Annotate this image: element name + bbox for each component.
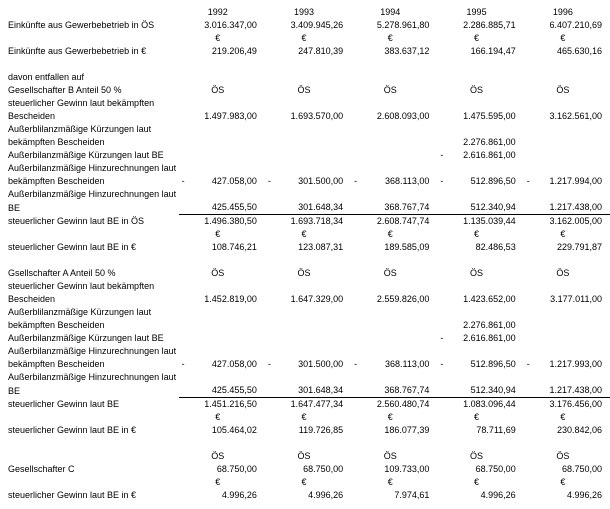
- cell-value: 2.616.861,00: [463, 333, 516, 343]
- value-cell: [437, 162, 523, 175]
- value-cell: [265, 149, 351, 162]
- value-cell: 186.077,39: [384, 425, 430, 435]
- value-cell: 68.750,00: [216, 464, 257, 474]
- value-cell: [265, 345, 351, 358]
- row-label: Bescheiden: [8, 294, 56, 304]
- value-cell: [351, 175, 437, 188]
- value-cell: [524, 58, 610, 71]
- value-cell: [351, 319, 437, 332]
- row-label: steuerlicher Gewinn laut BE in ÖS: [8, 216, 145, 226]
- row-label: bekämpften Bescheiden: [8, 137, 105, 147]
- value-cell: 465.630,16: [556, 46, 602, 56]
- value-cell: 3.409.945,26: [290, 20, 344, 30]
- table-row: [0, 332, 610, 345]
- negative-sign: -: [440, 333, 444, 343]
- value-cell: 68.750,00: [303, 464, 344, 474]
- spacer-row: [0, 254, 610, 267]
- table-row: [0, 371, 610, 384]
- unit-cell: €: [387, 229, 393, 239]
- table-row: [0, 201, 610, 215]
- value-cell: [351, 58, 437, 71]
- value-cell: [265, 358, 351, 371]
- row-label: Außerbilanzmäßige Kürzungen laut BE: [8, 150, 164, 160]
- row-label: [0, 437, 179, 450]
- value-cell: [437, 175, 523, 188]
- value-cell: [179, 280, 265, 293]
- value-cell: 229.791,87: [556, 242, 602, 252]
- row-label: davon entfallen auf: [8, 72, 85, 82]
- cell-value: 368.113,00: [385, 359, 430, 369]
- row-label: Gesellschafter C: [8, 464, 75, 474]
- value-cell: [524, 162, 610, 175]
- cell-value: 368.113,00: [385, 176, 430, 186]
- value-cell: 68.750,00: [475, 464, 516, 474]
- value-cell: [179, 345, 265, 358]
- unit-cell: €: [301, 477, 307, 487]
- value-cell: [179, 358, 265, 371]
- unit-cell: €: [387, 412, 393, 422]
- value-cell: [524, 123, 610, 136]
- value-cell: [179, 136, 265, 149]
- value-cell: 512.340,94: [437, 201, 523, 215]
- row-label: BE: [8, 385, 21, 396]
- row-label: Außerblilanzmäßige Kürzungen laut: [8, 307, 152, 317]
- table-row: [0, 241, 610, 254]
- year-header-row: [0, 6, 610, 19]
- value-cell: 166.194,47: [470, 46, 516, 56]
- value-cell: [265, 332, 351, 345]
- negative-sign: -: [181, 176, 185, 186]
- table-row: [0, 293, 610, 306]
- value-cell: [265, 437, 351, 450]
- value-cell: [265, 58, 351, 71]
- value-cell: [524, 280, 610, 293]
- value-cell: [351, 71, 437, 84]
- unit-cell: ÖS: [470, 451, 484, 461]
- unit-cell: €: [387, 33, 393, 43]
- value-cell: 1.647.329,00: [290, 294, 344, 304]
- value-cell: [351, 149, 437, 162]
- value-cell: [265, 97, 351, 110]
- value-cell: ÖS: [470, 85, 484, 95]
- value-cell: 123.087,31: [298, 242, 344, 252]
- value-cell: [179, 188, 265, 201]
- value-cell: [179, 319, 265, 332]
- row-label: [0, 450, 179, 463]
- value-cell: ÖS: [211, 268, 225, 278]
- table-row: [0, 345, 610, 358]
- value-cell: 7.974,61: [394, 490, 430, 500]
- value-cell: 109.733,00: [384, 464, 430, 474]
- table-row: [0, 215, 610, 229]
- value-cell: 1.217.438,00: [524, 384, 610, 398]
- value-cell: 219.206,49: [211, 46, 257, 56]
- row-label: BE: [8, 202, 21, 213]
- value-cell: [179, 332, 265, 345]
- unit-cell: €: [301, 229, 307, 239]
- value-cell: [524, 254, 610, 267]
- value-cell: [179, 162, 265, 175]
- unit-row-euro: [0, 476, 610, 489]
- unit-cell: ÖS: [297, 451, 311, 461]
- row-label: Außerblilanzmäßige Kürzungen laut: [8, 124, 152, 134]
- row-label: [0, 32, 179, 45]
- value-cell: [179, 123, 265, 136]
- table-row: [0, 162, 610, 175]
- row-label: steuerlicher Gewinn laut BE in €: [8, 242, 137, 252]
- unit-cell: €: [301, 412, 307, 422]
- row-label: bekämpften Bescheiden: [8, 176, 105, 186]
- unit-cell: ÖS: [211, 451, 225, 461]
- value-cell: 301.648,34: [265, 201, 351, 215]
- value-cell: [265, 162, 351, 175]
- row-label: Einkünfte aus Gewerbebetrieb in €: [8, 46, 147, 56]
- negative-sign: -: [354, 176, 358, 186]
- value-cell: 301.648,34: [265, 384, 351, 398]
- value-cell: ÖS: [383, 85, 397, 95]
- value-cell: 68.750,00: [561, 464, 602, 474]
- value-cell: 119.726,85: [298, 425, 344, 435]
- spacer-row: [0, 437, 610, 450]
- unit-cell: €: [474, 229, 480, 239]
- value-cell: [437, 188, 523, 201]
- value-cell: ÖS: [556, 85, 570, 95]
- table-row: [0, 84, 610, 97]
- table-row: [0, 398, 610, 412]
- negative-sign: -: [267, 359, 271, 369]
- value-cell: [351, 97, 437, 110]
- unit-cell: 1995: [466, 7, 487, 17]
- value-cell: 82.486,53: [475, 242, 516, 252]
- value-cell: 2.560.480,74: [376, 399, 430, 409]
- value-cell: 3.176.456,00: [549, 399, 602, 409]
- value-cell: 78.711,69: [476, 425, 516, 435]
- value-cell: [265, 123, 351, 136]
- value-cell: 1.217.438,00: [524, 201, 610, 215]
- value-cell: 1.693.570,00: [290, 111, 344, 121]
- unit-cell: €: [215, 412, 221, 422]
- value-cell: [524, 97, 610, 110]
- value-cell: [179, 254, 265, 267]
- value-cell: 425.455,50: [179, 201, 265, 215]
- unit-cell: €: [474, 477, 480, 487]
- cell-value: 512.896,50: [470, 359, 516, 369]
- spacer-row: [0, 58, 610, 71]
- negative-sign: -: [440, 150, 444, 160]
- value-cell: [524, 358, 610, 371]
- unit-cell: €: [560, 33, 566, 43]
- value-cell: 2.608.093,00: [376, 111, 430, 121]
- value-cell: [265, 136, 351, 149]
- row-label: Gesellschafter B Anteil 50 %: [8, 85, 122, 95]
- value-cell: 247.810,39: [298, 46, 344, 56]
- value-cell: [524, 188, 610, 201]
- cell-value: 1.217.994,00: [549, 176, 602, 186]
- table-row: [0, 188, 610, 201]
- table-row: [0, 45, 610, 58]
- value-cell: [437, 149, 523, 162]
- value-cell: 2.559.826,00: [376, 294, 430, 304]
- cell-value: 427.058,00: [211, 359, 257, 369]
- value-cell: [524, 175, 610, 188]
- report-table: [0, 6, 610, 502]
- value-cell: ÖS: [556, 268, 570, 278]
- value-cell: 512.340,94: [437, 384, 523, 398]
- value-cell: [265, 280, 351, 293]
- value-cell: [437, 345, 523, 358]
- value-cell: 368.767,74: [351, 201, 437, 215]
- value-cell: 1.496.380,50: [204, 216, 257, 226]
- value-cell: [437, 97, 523, 110]
- unit-cell: ÖS: [383, 451, 397, 461]
- value-cell: [351, 306, 437, 319]
- value-cell: 3.162.561,00: [549, 111, 602, 121]
- cell-value: 301.500,00: [298, 359, 344, 369]
- value-cell: 2.276.861,00: [463, 137, 516, 147]
- row-label: steuerlicher Gewinn laut BE: [8, 399, 120, 409]
- value-cell: 2.276.861,00: [463, 320, 516, 330]
- row-label: Außerbilanzmäßige Kürzungen laut BE: [8, 333, 164, 343]
- value-cell: 3.177.011,00: [550, 294, 602, 304]
- value-cell: 1.135.039,44: [463, 216, 516, 226]
- value-cell: [437, 437, 523, 450]
- unit-cell: €: [215, 477, 221, 487]
- value-cell: [265, 175, 351, 188]
- value-cell: ÖS: [383, 268, 397, 278]
- table-row: [0, 175, 610, 188]
- negative-sign: -: [354, 359, 358, 369]
- table-row: [0, 19, 610, 32]
- unit-cell: €: [215, 33, 221, 43]
- table-row: [0, 424, 610, 437]
- row-label: steuerlicher Gewinn laut bekämpften: [8, 98, 155, 108]
- unit-cell: €: [560, 477, 566, 487]
- table-row: [0, 123, 610, 136]
- value-cell: 1.693.718,34: [290, 216, 344, 226]
- value-cell: 4.996,26: [480, 490, 516, 500]
- negative-sign: -: [440, 176, 444, 186]
- value-cell: [524, 371, 610, 384]
- unit-cell: 1993: [293, 7, 315, 17]
- table-row: [0, 358, 610, 371]
- value-cell: [351, 123, 437, 136]
- value-cell: 6.407.210,69: [549, 20, 602, 30]
- value-cell: 368.767,74: [351, 384, 437, 398]
- value-cell: 1.647.477,34: [290, 399, 344, 409]
- value-cell: 5.278.961,80: [376, 20, 430, 30]
- row-label: steuerlicher Gewinn laut BE in €: [8, 490, 137, 500]
- value-cell: [179, 306, 265, 319]
- value-cell: [179, 371, 265, 384]
- unit-cell: €: [474, 33, 480, 43]
- row-label: Einkünfte aus Gewerbebetrieb in ÖS: [8, 20, 155, 30]
- unit-row-euro: [0, 228, 610, 241]
- value-cell: [524, 71, 610, 84]
- unit-cell: 1996: [552, 7, 573, 17]
- value-cell: 425.455,50: [179, 384, 265, 398]
- value-cell: 1.423.652,00: [463, 294, 516, 304]
- unit-cell: €: [560, 412, 566, 422]
- value-cell: 3.016.347,00: [204, 20, 257, 30]
- row-label: Außerbilanzmäßige Hinzurechnungen laut: [8, 372, 177, 382]
- value-cell: [437, 71, 523, 84]
- table-row: [0, 384, 610, 398]
- row-label: steuerlicher Gewinn laut BE in €: [8, 425, 137, 435]
- table-row: [0, 489, 610, 502]
- row-label: Gsellschafter A Anteil 50 %: [8, 268, 116, 278]
- row-label: bekämpften Bescheiden: [8, 320, 105, 330]
- value-cell: [524, 437, 610, 450]
- value-cell: [179, 97, 265, 110]
- row-label: [0, 58, 179, 71]
- table-row: [0, 97, 610, 110]
- value-cell: [179, 175, 265, 188]
- value-cell: [524, 319, 610, 332]
- table-row: [0, 71, 610, 84]
- value-cell: 1.452.819,00: [204, 294, 257, 304]
- value-cell: [524, 332, 610, 345]
- table-row: [0, 463, 610, 476]
- table-row: [0, 136, 610, 149]
- unit-row-euro: [0, 411, 610, 424]
- value-cell: [524, 306, 610, 319]
- value-cell: [437, 58, 523, 71]
- value-cell: ÖS: [297, 268, 311, 278]
- unit-cell: €: [560, 229, 566, 239]
- value-cell: [437, 358, 523, 371]
- unit-cell: €: [301, 33, 307, 43]
- value-cell: [351, 280, 437, 293]
- value-cell: 1.497.983,00: [204, 111, 257, 121]
- cell-value: 1.217.993,00: [549, 359, 602, 369]
- table-row: [0, 306, 610, 319]
- value-cell: 189.585,09: [384, 242, 430, 252]
- negative-sign: -: [526, 359, 530, 369]
- value-cell: [179, 437, 265, 450]
- value-cell: 4.996,26: [308, 490, 344, 500]
- unit-row-schilling: [0, 450, 610, 463]
- unit-row-euro: [0, 32, 610, 45]
- value-cell: ÖS: [470, 268, 484, 278]
- value-cell: 2.608.747,74: [376, 216, 430, 226]
- value-cell: [179, 58, 265, 71]
- value-cell: 1.451.216,50: [204, 399, 257, 409]
- cell-value: 427.058,00: [211, 176, 257, 186]
- value-cell: 2.286.885,71: [463, 20, 516, 30]
- cell-value: 512.896,50: [470, 176, 516, 186]
- value-cell: 1.083.096,44: [463, 399, 516, 409]
- value-cell: [351, 136, 437, 149]
- value-cell: [437, 280, 523, 293]
- value-cell: [351, 188, 437, 201]
- value-cell: [179, 71, 265, 84]
- row-label: [0, 476, 179, 489]
- negative-sign: -: [440, 359, 444, 369]
- value-cell: [351, 332, 437, 345]
- value-cell: [437, 371, 523, 384]
- value-cell: [351, 162, 437, 175]
- report-table-body: [0, 6, 610, 502]
- cell-value: 2.616.861,00: [463, 150, 516, 160]
- value-cell: [179, 149, 265, 162]
- unit-cell: ÖS: [556, 451, 570, 461]
- value-cell: [265, 188, 351, 201]
- value-cell: 3.162.005,00: [549, 216, 602, 226]
- value-cell: [265, 319, 351, 332]
- row-label: Außerbilanzmäßige Hinzurechnungen laut: [8, 346, 177, 356]
- value-cell: 105.464,02: [211, 425, 257, 435]
- value-cell: 4.996,26: [566, 490, 602, 500]
- value-cell: 230.842,06: [556, 425, 602, 435]
- row-label: Bescheiden: [8, 111, 56, 121]
- table-row: [0, 319, 610, 332]
- value-cell: [265, 306, 351, 319]
- value-cell: [437, 332, 523, 345]
- row-label: Außerbilanzmäßige Hinzurechnungen laut: [8, 163, 177, 173]
- value-cell: [351, 437, 437, 450]
- row-label: bekämpften Bescheiden: [8, 359, 105, 369]
- row-label: [0, 228, 179, 241]
- value-cell: [351, 345, 437, 358]
- cell-value: 301.500,00: [298, 176, 344, 186]
- unit-cell: 1994: [380, 7, 401, 17]
- value-cell: [351, 371, 437, 384]
- value-cell: [351, 254, 437, 267]
- value-cell: [437, 306, 523, 319]
- table-row: [0, 149, 610, 162]
- value-cell: [351, 358, 437, 371]
- value-cell: 108.746,21: [211, 242, 257, 252]
- unit-cell: €: [215, 229, 221, 239]
- value-cell: [524, 345, 610, 358]
- value-cell: [265, 371, 351, 384]
- negative-sign: -: [267, 176, 271, 186]
- row-label: [0, 254, 179, 267]
- row-label: steuerlicher Gewinn laut bekämpften: [8, 281, 155, 291]
- value-cell: [524, 149, 610, 162]
- row-label: Außerbilanzmäßige Hinzurechnungen laut: [8, 189, 177, 199]
- value-cell: [437, 123, 523, 136]
- table-row: [0, 267, 610, 280]
- value-cell: [524, 136, 610, 149]
- value-cell: [265, 71, 351, 84]
- value-cell: 4.996,26: [221, 490, 257, 500]
- unit-cell: €: [474, 412, 480, 422]
- unit-cell: 1992: [207, 7, 228, 17]
- value-cell: 1.475.595,00: [463, 111, 516, 121]
- value-cell: ÖS: [211, 85, 225, 95]
- table-row: [0, 110, 610, 123]
- value-cell: [437, 254, 523, 267]
- value-cell: ÖS: [297, 85, 311, 95]
- negative-sign: -: [181, 359, 185, 369]
- value-cell: 383.637,12: [384, 46, 430, 56]
- value-cell: [265, 254, 351, 267]
- unit-cell: €: [387, 477, 393, 487]
- row-label: [0, 411, 179, 424]
- table-row: [0, 280, 610, 293]
- negative-sign: -: [526, 176, 530, 186]
- row-label: [0, 6, 179, 19]
